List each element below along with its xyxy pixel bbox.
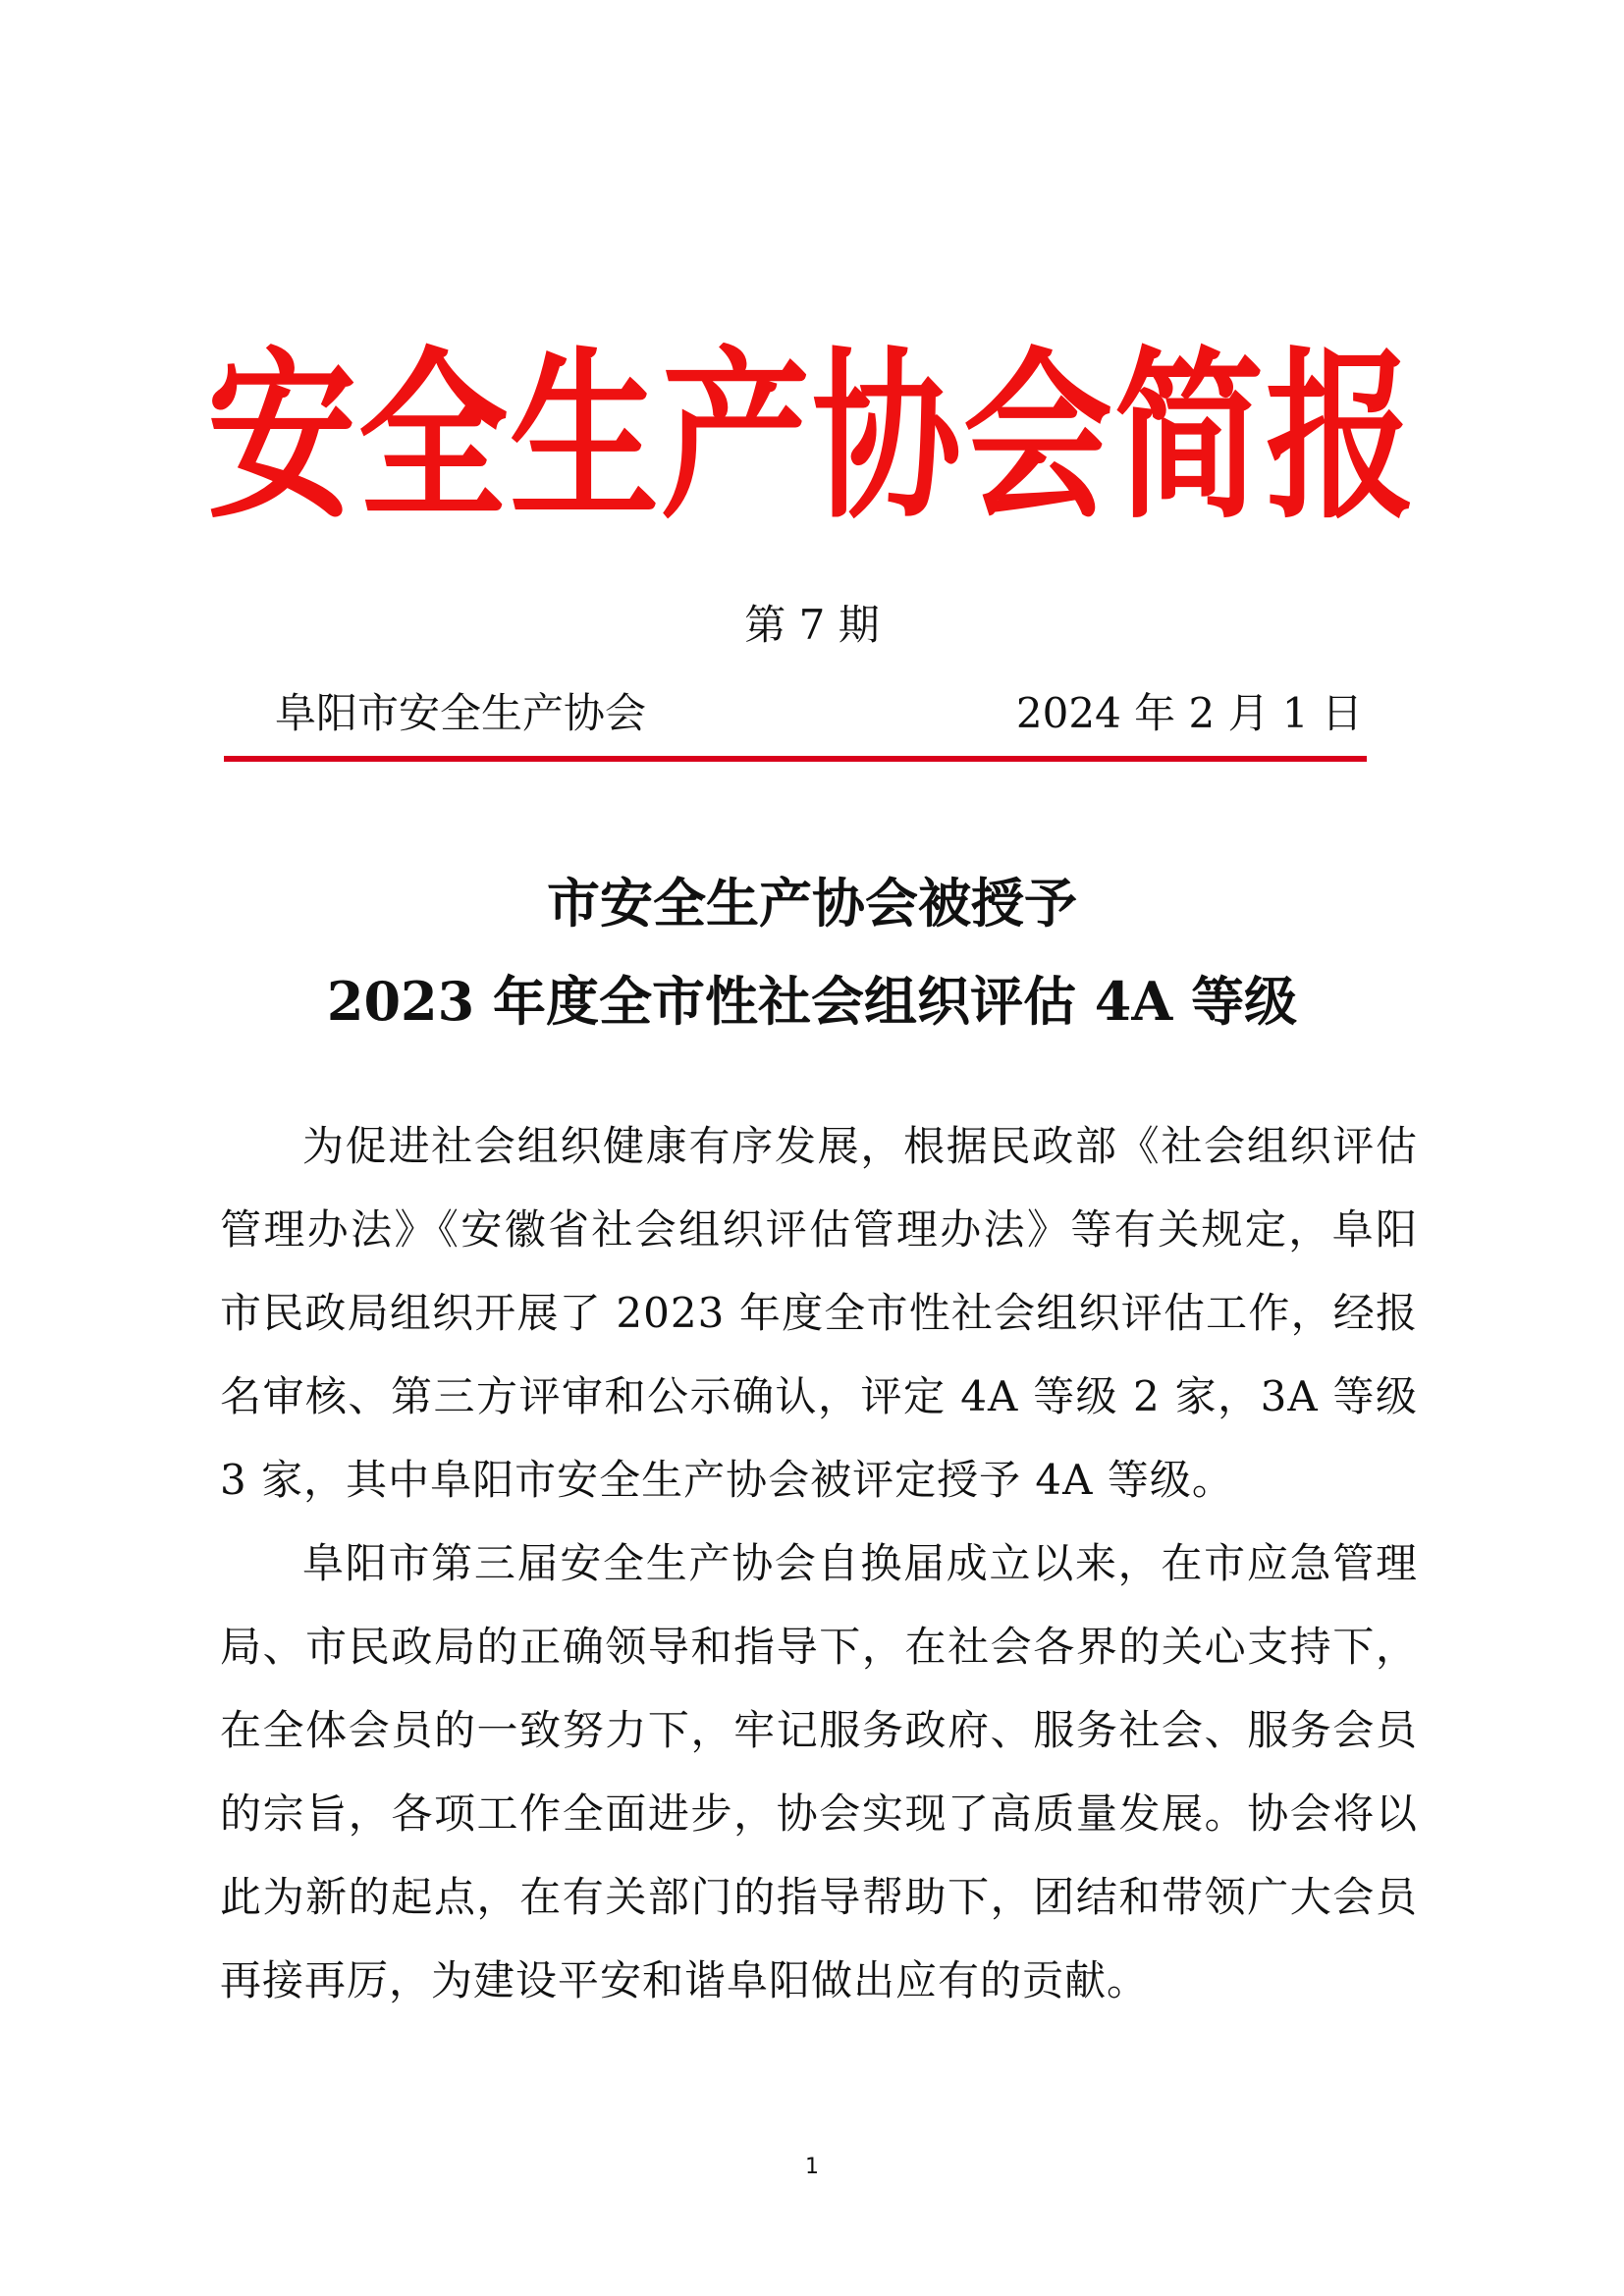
body-paragraph-2: 阜阳市第三届安全生产协会自换届成立以来，在市应急管理局、市民政局的正确领导和指导下，在社会各界的关心支持下，在全体会员的一致努力下，牢记服务政府、服务社会、服务会员的宗旨，各项工作全面进步，协会实现了高质量发展。协会将以此为新的起点，在有关部门的指导帮助下，团结和带领广大会员再接再厉，为建设平安和谐阜阳做出应有的贡献。 <box>220 1539 1418 2004</box>
article-body <box>220 1104 1418 2022</box>
issue-number: 第 7 期 <box>744 601 880 649</box>
page-number: 1 <box>805 2155 819 2179</box>
publisher-line <box>275 689 1363 738</box>
publish-date: 2024 年 2 月 1 日 <box>1015 689 1363 737</box>
headline-line-1: 市安全生产协会被授予 <box>547 872 1077 934</box>
body-paragraph-1: 为促进社会组织健康有序发展，根据民政部《社会组织评估管理办法》《安徽省社会组织评估管理办法》等有关规定，阜阳市民政局组织开展了 2023 年度全市性社会组织评估工作，经报名审核、第三方评审和公示确认，评定 4A 等级 2 家，3A 等级 3 家，其中阜阳市安全生产协会被评定授予 4A 等级。 <box>220 1122 1418 1504</box>
article-headline <box>0 854 1624 1050</box>
red-divider <box>224 756 1367 762</box>
headline-line-2: 2023 年度全市性社会组织评估 4A 等级 <box>326 970 1298 1033</box>
publisher-name: 阜阳市安全生产协会 <box>275 689 647 737</box>
masthead-title: 安全生产协会简报 <box>207 331 1417 544</box>
